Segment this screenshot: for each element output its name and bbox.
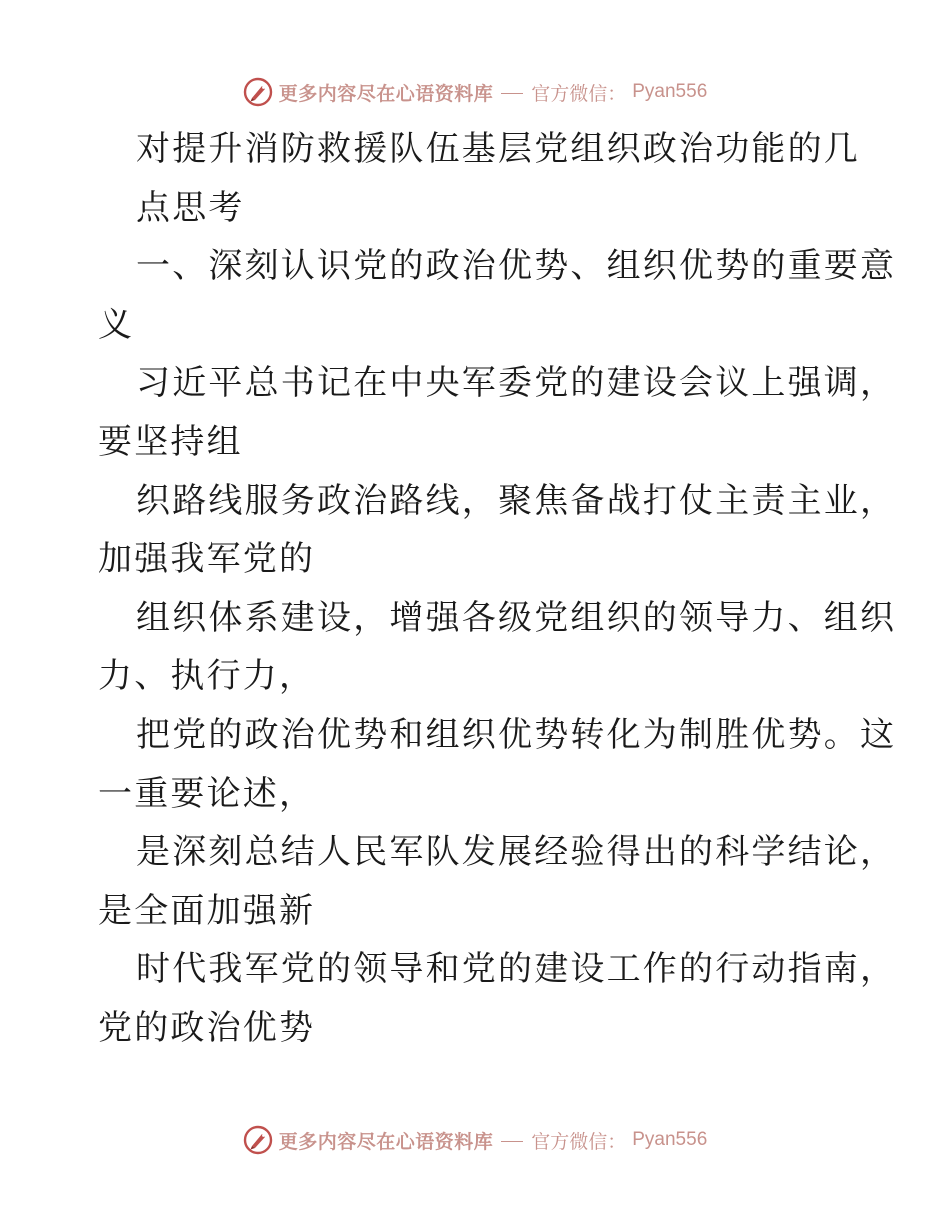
paragraph-line: 一重要论述， [98,773,316,814]
paragraph-line: 把党的政治优势和组织优势转化为制胜优势。这 [136,714,897,755]
paragraph-line: 力、执行力， [98,656,316,697]
paragraph-line: 加强我军党的 [98,539,316,580]
watermark-account: Pyan556 [632,81,708,102]
watermark-brand: 更多内容尽在心语资料库 [278,1130,494,1153]
watermark-brand: 更多内容尽在心语资料库 [278,82,494,105]
paragraph-line: 时代我军党的领导和党的建设工作的行动指南， [136,949,897,990]
watermark-channel: 官方微信： [531,82,627,105]
document-body [98,120,897,1058]
paragraph-line: 党的政治优势 [98,1007,316,1048]
paragraph-line: 要坚持组 [98,421,243,462]
paragraph-line: 组织体系建设，增强各级党组织的领导力、组织 [136,597,897,638]
paragraph-line: 是深刻总结人民军队发展经验得出的科学结论， [136,832,897,873]
document-title-line-1: 对提升消防救援队伍基层党组织政治功能的几 [136,129,860,169]
pen-logo-icon [243,1125,273,1155]
document-title-line-2: 点思考 [136,187,245,228]
paragraph-line: 织路线服务政治路线，聚焦备战打仗主责主业， [136,480,897,521]
watermark-account: Pyan556 [632,1129,708,1150]
watermark-dash [501,93,523,94]
pen-logo-icon [243,77,273,107]
section-heading-line-2: 义 [98,304,135,345]
header-watermark [0,72,950,112]
watermark-channel: 官方微信： [531,1130,627,1153]
watermark-dash [501,1141,523,1142]
section-heading-line-1: 一、深刻认识党的政治优势、组织优势的重要意 [136,246,897,287]
paragraph-line: 是全面加强新 [98,890,316,931]
footer-watermark [0,1120,950,1160]
paragraph-line: 习近平总书记在中央军委党的建设会议上强调， [136,363,897,404]
